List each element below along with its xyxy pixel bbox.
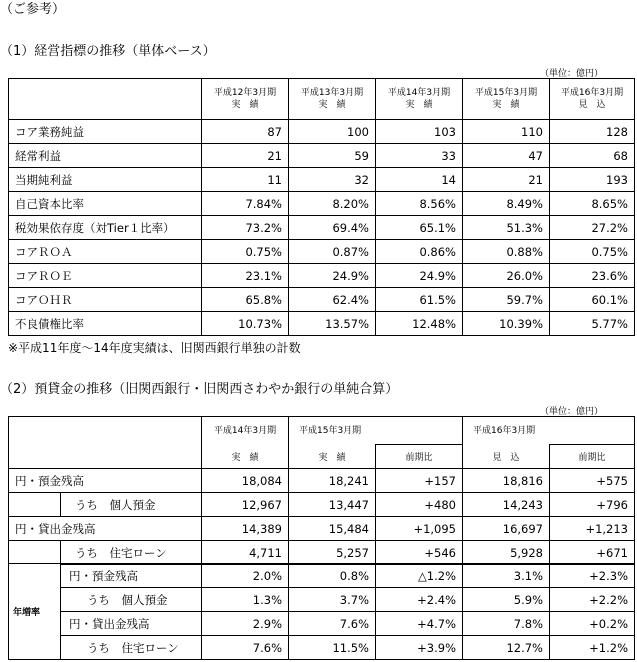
indent-spacer [9, 493, 61, 517]
value-cell: 0.87% [289, 240, 376, 264]
value-cell: 13,447 [289, 493, 376, 517]
section1-col-header [550, 79, 635, 120]
value-cell: 0.86% [376, 240, 463, 264]
col-type: 実 績 [492, 100, 520, 110]
section2-col3-header: 前期比 [376, 445, 463, 469]
value-cell: 65.8% [202, 288, 289, 312]
row-label: コアＲＯＥ [9, 264, 202, 288]
value-cell: +4.7% [376, 612, 463, 636]
value-cell: 0.75% [202, 240, 289, 264]
value-cell: 8.65% [550, 192, 635, 216]
value-cell: 3.1% [463, 564, 550, 588]
col-period: 平成16年3月期 [560, 88, 624, 98]
section2-col4-header: 平成16年3月期 [463, 417, 635, 445]
row-label: 自己資本比率 [9, 192, 202, 216]
value-cell: +157 [376, 469, 463, 493]
table-row [9, 120, 635, 144]
value-cell: 7.6% [289, 612, 376, 636]
growth-label: 年増率 [9, 564, 61, 660]
section2-col5-header: 前期比 [550, 445, 635, 469]
value-cell: +575 [550, 469, 635, 493]
section2-col2-header: 平成15年3月期 [289, 417, 463, 445]
row-label: 税効果依存度（対Tier１比率） [9, 216, 202, 240]
value-cell: 24.9% [376, 264, 463, 288]
value-cell: 23.1% [202, 264, 289, 288]
table-row [9, 168, 635, 192]
row-label: 当期純利益 [9, 168, 202, 192]
row-label: 円・預金残高 [9, 469, 202, 493]
row-label: 不良債権比率 [9, 312, 202, 336]
table-row [9, 240, 635, 264]
section1-header-row [9, 79, 635, 120]
value-cell: 61.5% [376, 288, 463, 312]
value-cell: 73.2% [202, 216, 289, 240]
section1-col-header [202, 79, 289, 120]
value-cell: 5.77% [550, 312, 635, 336]
section1-col-header [376, 79, 463, 120]
value-cell: 8.20% [289, 192, 376, 216]
table-row [9, 288, 635, 312]
value-cell: 15,484 [289, 517, 376, 541]
value-cell: 103 [376, 120, 463, 144]
section2-header-label [9, 417, 202, 469]
value-cell: 32 [289, 168, 376, 192]
value-cell: 10.73% [202, 312, 289, 336]
value-cell: +671 [550, 541, 635, 565]
value-cell: 59.7% [463, 288, 550, 312]
value-cell: 51.3% [463, 216, 550, 240]
section2-col4-type: 見 込 [463, 445, 550, 469]
value-cell: 26.0% [463, 264, 550, 288]
value-cell: 13.57% [289, 312, 376, 336]
value-cell: 100 [289, 120, 376, 144]
section2-header-row-1 [9, 417, 635, 445]
col-type: 実 績 [231, 100, 259, 110]
table-row [9, 588, 635, 612]
value-cell: 33 [376, 144, 463, 168]
value-cell: +546 [376, 541, 463, 565]
table-row [9, 469, 635, 493]
value-cell: 12.48% [376, 312, 463, 336]
value-cell: 0.75% [550, 240, 635, 264]
row-label: 円・預金残高 [61, 564, 202, 588]
value-cell: 8.56% [376, 192, 463, 216]
value-cell: 0.88% [463, 240, 550, 264]
table-row [9, 312, 635, 336]
value-cell: +1.2% [550, 636, 635, 660]
value-cell: 3.7% [289, 588, 376, 612]
value-cell: 5,928 [463, 541, 550, 565]
value-cell: 47 [463, 144, 550, 168]
value-cell: +2.3% [550, 564, 635, 588]
row-label: うち 個人預金 [61, 493, 202, 517]
value-cell: 21 [463, 168, 550, 192]
reference-heading: （ご参考） [0, 2, 66, 17]
value-cell: 60.1% [550, 288, 635, 312]
value-cell: +3.9% [376, 636, 463, 660]
value-cell: 193 [550, 168, 635, 192]
col-period: 平成15年3月期 [474, 88, 538, 98]
value-cell: 18,084 [202, 469, 289, 493]
value-cell: 7.8% [463, 612, 550, 636]
col-period: 平成14年3月期 [387, 88, 451, 98]
table-row [9, 216, 635, 240]
section2-col1-header: 平成14年3月期 [202, 417, 289, 445]
section1-col-header [463, 79, 550, 120]
value-cell: 16,697 [463, 517, 550, 541]
section1-note: ※平成11年度～14年度実績は、旧関西銀行単独の計数 [8, 341, 301, 355]
value-cell: 12,967 [202, 493, 289, 517]
table-row [9, 564, 635, 588]
value-cell: 7.84% [202, 192, 289, 216]
table-row [9, 541, 635, 565]
value-cell: 14,389 [202, 517, 289, 541]
value-cell: 128 [550, 120, 635, 144]
value-cell: 8.49% [463, 192, 550, 216]
value-cell: 10.39% [463, 312, 550, 336]
table-row [9, 493, 635, 517]
section2-col2-type: 実 績 [289, 445, 376, 469]
value-cell: +0.2% [550, 612, 635, 636]
value-cell: +2.4% [376, 588, 463, 612]
section1-unit: （単位：億円） [540, 69, 604, 79]
value-cell: 18,241 [289, 469, 376, 493]
value-cell: +2.2% [550, 588, 635, 612]
section1-table [8, 78, 635, 336]
value-cell: 69.4% [289, 216, 376, 240]
value-cell: 0.8% [289, 564, 376, 588]
value-cell: 18,816 [463, 469, 550, 493]
value-cell: 65.1% [376, 216, 463, 240]
row-label: コア業務純益 [9, 120, 202, 144]
row-label: うち 住宅ローン [61, 636, 202, 660]
value-cell: 7.6% [202, 636, 289, 660]
value-cell: 11 [202, 168, 289, 192]
table-row [9, 517, 635, 541]
value-cell: 110 [463, 120, 550, 144]
value-cell: 59 [289, 144, 376, 168]
section2-title: （2）預貸金の推移（旧関西銀行・旧関西さわやか銀行の単純合算） [0, 382, 399, 397]
value-cell: 62.4% [289, 288, 376, 312]
value-cell: 68 [550, 144, 635, 168]
value-cell: 1.3% [202, 588, 289, 612]
value-cell: +1,213 [550, 517, 635, 541]
value-cell: 21 [202, 144, 289, 168]
value-cell: 4,711 [202, 541, 289, 565]
col-period: 平成12年3月期 [213, 88, 277, 98]
section2-unit: （単位：億円） [540, 407, 604, 417]
section2-col1-type: 実 績 [202, 445, 289, 469]
value-cell: 5,257 [289, 541, 376, 565]
section2-table [8, 416, 635, 565]
col-type: 実 績 [405, 100, 433, 110]
value-cell: 14 [376, 168, 463, 192]
row-label: うち 住宅ローン [61, 541, 202, 565]
row-label: コアＯＨＲ [9, 288, 202, 312]
row-label: 円・貸出金残高 [61, 612, 202, 636]
value-cell: 11.5% [289, 636, 376, 660]
col-type: 実 績 [318, 100, 346, 110]
table-row [9, 192, 635, 216]
value-cell: 5.9% [463, 588, 550, 612]
section1-header-label [9, 79, 202, 120]
row-label: うち 個人預金 [61, 588, 202, 612]
value-cell: 14,243 [463, 493, 550, 517]
col-type: 見 込 [578, 100, 606, 110]
value-cell: 23.6% [550, 264, 635, 288]
value-cell: +796 [550, 493, 635, 517]
table-row [9, 264, 635, 288]
value-cell: +480 [376, 493, 463, 517]
section1-col-header [289, 79, 376, 120]
table-row [9, 612, 635, 636]
table-row [9, 636, 635, 660]
row-label: コアＲＯＡ [9, 240, 202, 264]
row-label: 経常利益 [9, 144, 202, 168]
col-period: 平成13年3月期 [300, 88, 364, 98]
value-cell: +1,095 [376, 517, 463, 541]
value-cell: 24.9% [289, 264, 376, 288]
value-cell: 87 [202, 120, 289, 144]
section2-growth-table [8, 563, 635, 660]
table-row [9, 144, 635, 168]
value-cell: 2.9% [202, 612, 289, 636]
value-cell: 12.7% [463, 636, 550, 660]
indent-spacer [9, 541, 61, 565]
row-label: 円・貸出金残高 [9, 517, 202, 541]
value-cell: 27.2% [550, 216, 635, 240]
value-cell: △1.2% [376, 564, 463, 588]
value-cell: 2.0% [202, 564, 289, 588]
section1-title: （1）経営指標の推移（単体ベース） [0, 44, 216, 59]
